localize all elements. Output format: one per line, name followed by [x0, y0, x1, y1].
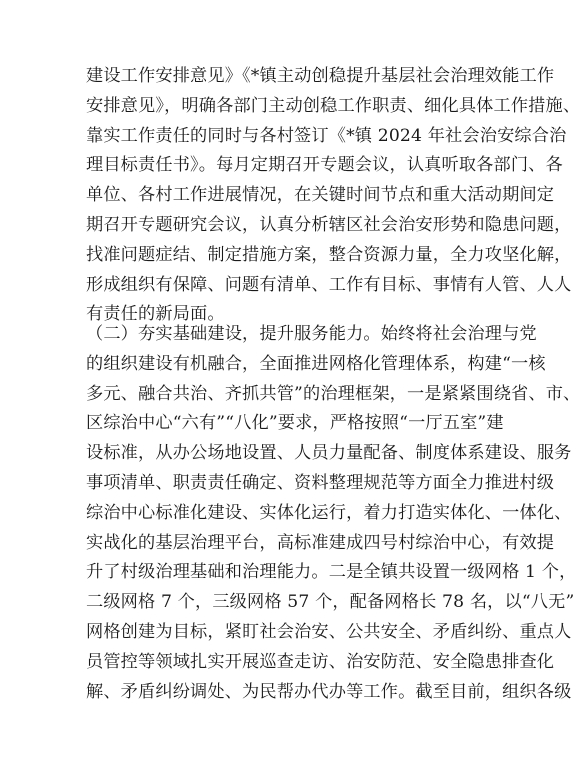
- text-line: 形成组织有保障、问题有清单、工作有目标、事情有人管、人人: [86, 274, 572, 295]
- text-line: （二）夯实基础建设，提升服务能力。始终将社会治理与党: [86, 324, 537, 344]
- text-line: 网格创建为目标，紧盯社会治安、公共安全、矛盾纠纷、重点人: [86, 621, 572, 642]
- text-line: 多元、融合共治、齐抓共管”的治理框架，一是紧紧围绕省、市、: [86, 383, 581, 404]
- text-line: 综治中心标准化建设、实体化运行，着力打造实体化、一体化、: [86, 502, 572, 523]
- text-line: 的组织建设有机融合，全面推进网格化管理体系，构建“一核: [86, 353, 546, 374]
- text-line: 升了村级治理基础和治理能力。二是全镇共设置一级网格 1 个，: [86, 562, 577, 583]
- text-line: 设标准，从办公场地设置、人员力量配备、制度体系建设、服务: [86, 443, 572, 464]
- text-line: 区综治中心“六有”“八化”要求，严格按照“一厅五室”建: [86, 413, 504, 434]
- text-line: 靠实工作责任的同时与各村签订《*镇 2024 年社会治安综合治: [86, 125, 567, 146]
- paragraph-2: [86, 320, 581, 707]
- text-line: 理目标责任书》。每月定期召开专题会议，认真听取各部门、各: [86, 155, 563, 176]
- text-line: 二级网格 7 个，三级网格 57 个，配备网格长 78 名，以“八无”: [86, 592, 575, 613]
- text-line: 建设工作安排意见》《*镇主动创稳提升基层社会治理效能工作: [86, 66, 555, 86]
- text-line: 有责任的新局面。: [86, 304, 225, 325]
- text-line: 事项清单、职责责任确定、资料整理规范等方面全力推进村级: [86, 472, 555, 493]
- text-line: 期召开专题研究会议，认真分析辖区社会治安形势和隐患问题，: [86, 214, 572, 235]
- text-line: 找准问题症结、制定措施方案，整合资源力量，全力攻坚化解，: [86, 244, 572, 265]
- paragraph-1: [86, 62, 581, 330]
- text-line: 解、矛盾纠纷调处、为民帮办代办等工作。截至目前，组织各级: [86, 681, 572, 702]
- text-line: 员管控等领域扎实开展巡查走访、治安防范、安全隐患排查化: [86, 651, 555, 672]
- text-line: 实战化的基层治理平台，高标准建成四号村综治中心，有效提: [86, 532, 555, 553]
- text-line: 单位、各村工作进展情况，在关键时间节点和重大活动期间定: [86, 185, 555, 206]
- text-line: 安排意见》，明确各部门主动创稳工作职责、细化具体工作措施、: [86, 95, 581, 116]
